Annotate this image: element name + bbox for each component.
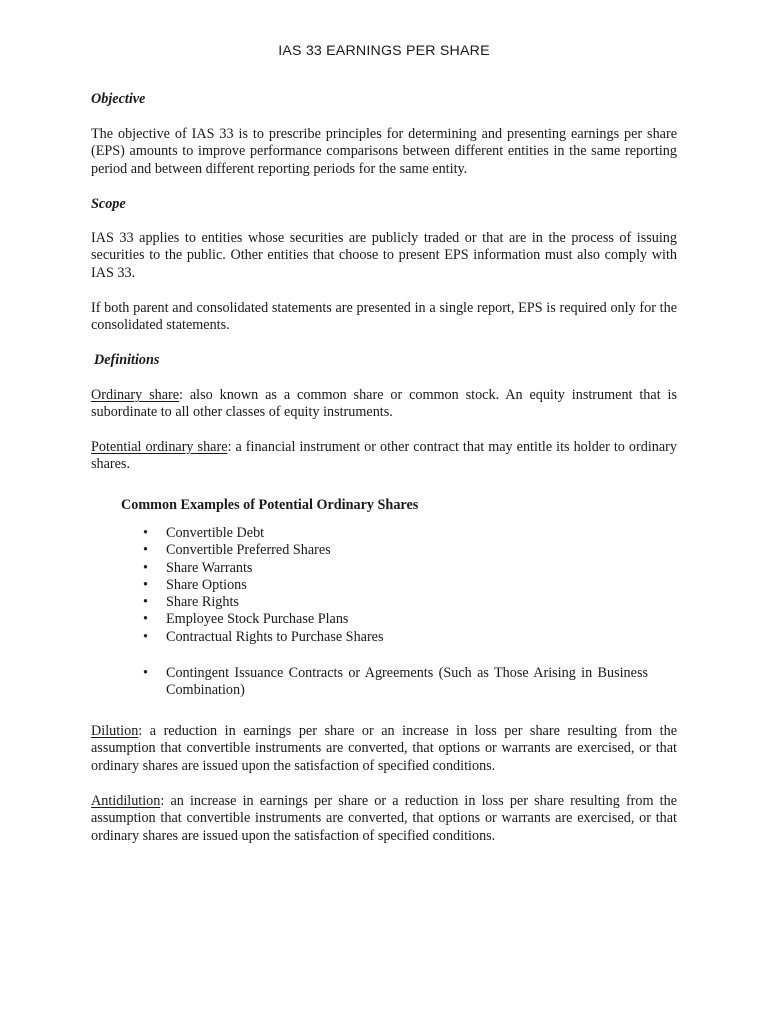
list-item: • Share Rights xyxy=(143,594,239,611)
document-title: IAS 33 EARNINGS PER SHARE xyxy=(278,43,490,59)
bullet-icon: • xyxy=(143,611,148,628)
list-item: • Share Warrants xyxy=(143,559,253,576)
scope-heading: Scope xyxy=(91,196,126,212)
definition-ordinary-share xyxy=(91,387,677,422)
list-item: • Share Options xyxy=(143,576,247,593)
bullet-icon: • xyxy=(143,576,148,593)
list-item: • Contractual Rights to Purchase Shares xyxy=(143,628,384,645)
definition-antidilution xyxy=(91,793,677,845)
list-item: • Convertible Preferred Shares xyxy=(143,542,331,559)
list-item-contingent xyxy=(140,665,648,700)
bullet-icon: • xyxy=(143,542,148,559)
term-dilution: Dilution xyxy=(91,723,139,739)
definition-ordinary-share-text: : also known as a common share or common stock. An equity instrument that is subordinate to all other classes of equity instruments. xyxy=(91,387,677,421)
definition-antidilution-text: : an increase in earnings per share or a reduction in loss per share resulting from the assumption that convertible instruments are converted, that options or warrants are exercised, or that ordinary shares are issued upon the satisfaction of specified conditions. xyxy=(91,793,677,844)
bullet-icon: • xyxy=(143,525,148,541)
term-ordinary-share: Ordinary share xyxy=(91,387,180,403)
definition-potential-ordinary-share-text: : a financial instrument or other contract that may entitle its holder to ordinary shares. xyxy=(91,439,677,473)
definitions-heading: Definitions xyxy=(94,352,160,368)
definition-dilution-text: : a reduction in earnings per share or an increase in loss per share resulting from the assumption that convertible instruments are converted, that options or warrants are exercised, or that ordinary shares are issued upon the satisfaction of specified conditions. xyxy=(91,723,677,774)
examples-heading: Common Examples of Potential Ordinary Shares xyxy=(121,497,419,513)
bullet-icon: • xyxy=(143,594,148,611)
examples-list xyxy=(140,525,384,646)
bullet-icon: • xyxy=(143,665,148,681)
list-item: • Convertible Debt xyxy=(143,525,265,541)
list-item: • Employee Stock Purchase Plans xyxy=(143,611,349,628)
bullet-icon: • xyxy=(143,628,148,645)
objective-paragraph: The objective of IAS 33 is to prescribe principles for determining and presenting earnings per share (EPS) amounts to improve performance comparisons between different entities in the same reporting period and between different reporting periods for the same entity. xyxy=(91,126,677,177)
term-antidilution: Antidilution xyxy=(91,793,161,809)
term-potential-ordinary-share: Potential ordinary share xyxy=(91,439,228,455)
objective-heading: Objective xyxy=(91,91,146,107)
list-item-contingent-text: Contingent Issuance Contracts or Agreements (Such as Those Arising in Business Combination) xyxy=(166,665,648,699)
definition-dilution xyxy=(91,723,677,775)
definition-potential-ordinary-share xyxy=(91,439,677,474)
scope-paragraph-2: If both parent and consolidated statements are presented in a single report, EPS is required only for the consolidated statements. xyxy=(91,300,677,334)
scope-paragraph-1: IAS 33 applies to entities whose securities are publicly traded or that are in the process of issuing securities to the public. Other entities that choose to present EPS information must also comply with IAS 33. xyxy=(91,230,677,281)
bullet-icon: • xyxy=(143,559,148,576)
